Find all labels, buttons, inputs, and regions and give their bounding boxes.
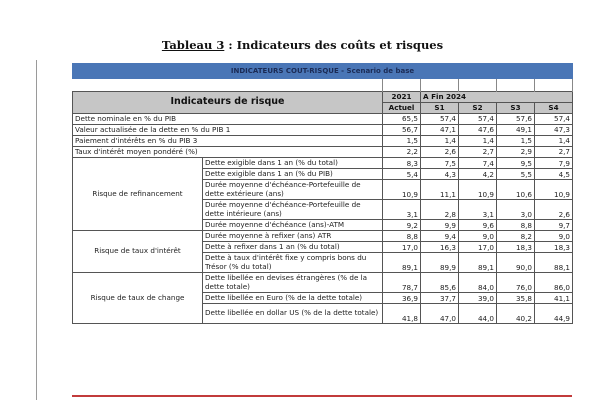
row-value: 9,2 <box>383 220 421 231</box>
row-label: Dette libellée en Euro (% de la dette totale) <box>203 293 383 304</box>
risk-group-label: Risque de refinancement <box>73 158 203 231</box>
row-label: Dette à refixer dans 1 an (% du total) <box>203 242 383 253</box>
row-value: 57,4 <box>459 114 497 125</box>
row-value: 7,5 <box>421 158 459 169</box>
row-value: 44,0 <box>459 304 497 324</box>
risk-group-label: Risque de taux de change <box>73 273 203 324</box>
row-value: 10,9 <box>535 180 573 200</box>
row-value: 89,1 <box>383 253 421 273</box>
row-value: 2,7 <box>535 147 573 158</box>
row-label: Dette libellée en dollar US (% de la dette totale) <box>203 304 383 324</box>
row-value: 2,6 <box>535 200 573 220</box>
row-value: 11,1 <box>421 180 459 200</box>
row-value: 8,8 <box>497 220 535 231</box>
row-value: 47,6 <box>459 125 497 136</box>
header-horizon: A Fin 2024 <box>421 92 573 103</box>
row-value: 4,5 <box>535 169 573 180</box>
table-row <box>73 136 573 147</box>
caption-prefix: Tableau 3 <box>161 38 225 52</box>
row-value: 10,6 <box>497 180 535 200</box>
row-value: 88,1 <box>535 253 573 273</box>
table-row <box>73 125 573 136</box>
row-value: 5,5 <box>497 169 535 180</box>
risk-indicators-table-wrapper <box>72 63 572 396</box>
row-label: Durée moyenne d'échéance (ans)-ATM <box>203 220 383 231</box>
row-value: 57,4 <box>535 114 573 125</box>
row-label: Valeur actualisée de la dette en % du PIB 1 <box>73 125 383 136</box>
row-value: 9,0 <box>459 231 497 242</box>
band-row <box>73 64 573 79</box>
table-row <box>73 147 573 158</box>
row-value: 89,9 <box>421 253 459 273</box>
table-caption <box>0 38 605 52</box>
row-label: Durée moyenne d'échéance-Portefeuille de dette extérieure (ans) <box>203 180 383 200</box>
row-value: 40,2 <box>497 304 535 324</box>
row-value: 86,0 <box>535 273 573 293</box>
row-value: 9,9 <box>421 220 459 231</box>
row-value: 8,3 <box>383 158 421 169</box>
page-margin-line <box>36 60 37 400</box>
row-value: 39,0 <box>459 293 497 304</box>
row-value: 41,8 <box>383 304 421 324</box>
row-value: 57,4 <box>421 114 459 125</box>
row-value: 4,2 <box>459 169 497 180</box>
table-row <box>73 158 573 169</box>
row-value: 35,8 <box>497 293 535 304</box>
row-label: Dette exigible dans 1 an (% du PIB) <box>203 169 383 180</box>
row-value: 57,6 <box>497 114 535 125</box>
row-value: 2,7 <box>459 147 497 158</box>
row-value: 2,2 <box>383 147 421 158</box>
table-row <box>73 114 573 125</box>
row-value: 90,0 <box>497 253 535 273</box>
row-value: 8,2 <box>497 231 535 242</box>
simple-rows <box>73 114 573 158</box>
row-value: 16,3 <box>421 242 459 253</box>
row-value: 10,9 <box>459 180 497 200</box>
row-value: 7,4 <box>459 158 497 169</box>
row-value: 44,9 <box>535 304 573 324</box>
row-value: 47,3 <box>535 125 573 136</box>
column-header: S4 <box>535 103 573 114</box>
row-value: 17,0 <box>383 242 421 253</box>
row-value: 1,4 <box>459 136 497 147</box>
row-value: 4,3 <box>421 169 459 180</box>
row-value: 5,4 <box>383 169 421 180</box>
bottom-rule <box>72 395 572 397</box>
row-label: Dette libellée en devises étrangères (% de la dette totale) <box>203 273 383 293</box>
row-value: 1,5 <box>497 136 535 147</box>
header-row-top <box>73 92 573 103</box>
row-value: 37,7 <box>421 293 459 304</box>
column-header: S3 <box>497 103 535 114</box>
row-value: 9,4 <box>421 231 459 242</box>
spacer-row <box>73 79 573 92</box>
row-label: Taux d'intérêt moyen pondéré (%) <box>73 147 383 158</box>
row-value: 9,6 <box>459 220 497 231</box>
row-value: 56,7 <box>383 125 421 136</box>
row-label: Dette exigible dans 1 an (% du total) <box>203 158 383 169</box>
table-row <box>73 231 573 242</box>
row-value: 1,4 <box>535 136 573 147</box>
risk-indicators-table <box>72 63 573 324</box>
row-value: 47,0 <box>421 304 459 324</box>
caption-text: : Indicateurs des coûts et risques <box>224 38 444 52</box>
row-value: 41,1 <box>535 293 573 304</box>
row-value: 8,8 <box>383 231 421 242</box>
row-value: 1,5 <box>383 136 421 147</box>
row-value: 18,3 <box>535 242 573 253</box>
header-year: 2021 <box>383 92 421 103</box>
row-value: 9,7 <box>535 220 573 231</box>
row-value: 1,4 <box>421 136 459 147</box>
row-value: 9,5 <box>497 158 535 169</box>
row-value: 65,5 <box>383 114 421 125</box>
row-value: 3,1 <box>383 200 421 220</box>
row-label: Dette nominale en % du PIB <box>73 114 383 125</box>
row-label: Durée moyenne d'échéance-Portefeuille de dette intérieure (ans) <box>203 200 383 220</box>
row-label: Durée moyenne à refixer (ans) ATR <box>203 231 383 242</box>
row-value: 2,9 <box>497 147 535 158</box>
row-value: 84,0 <box>459 273 497 293</box>
row-value: 36,9 <box>383 293 421 304</box>
row-value: 49,1 <box>497 125 535 136</box>
row-value: 10,9 <box>383 180 421 200</box>
row-value: 2,8 <box>421 200 459 220</box>
row-value: 76,0 <box>497 273 535 293</box>
row-value: 3,0 <box>497 200 535 220</box>
column-header: S2 <box>459 103 497 114</box>
row-value: 78,7 <box>383 273 421 293</box>
column-header: Actuel <box>383 103 421 114</box>
row-value: 17,0 <box>459 242 497 253</box>
risk-group-label: Risque de taux d'intérêt <box>73 231 203 273</box>
row-value: 18,3 <box>497 242 535 253</box>
row-value: 7,9 <box>535 158 573 169</box>
header-title: Indicateurs de risque <box>73 92 383 114</box>
row-value: 9,0 <box>535 231 573 242</box>
row-value: 47,1 <box>421 125 459 136</box>
band-title: INDICATEURS COUT-RISQUE - Scenario de base <box>73 64 573 79</box>
column-header: S1 <box>421 103 459 114</box>
row-value: 85,6 <box>421 273 459 293</box>
row-label: Dette à taux d'intérêt fixe y compris bons du Trésor (% du total) <box>203 253 383 273</box>
group-rows <box>73 158 573 324</box>
row-label: Paiement d'intérêts en % du PIB 3 <box>73 136 383 147</box>
row-value: 2,6 <box>421 147 459 158</box>
table-row <box>73 273 573 293</box>
row-value: 89,1 <box>459 253 497 273</box>
row-value: 3,1 <box>459 200 497 220</box>
